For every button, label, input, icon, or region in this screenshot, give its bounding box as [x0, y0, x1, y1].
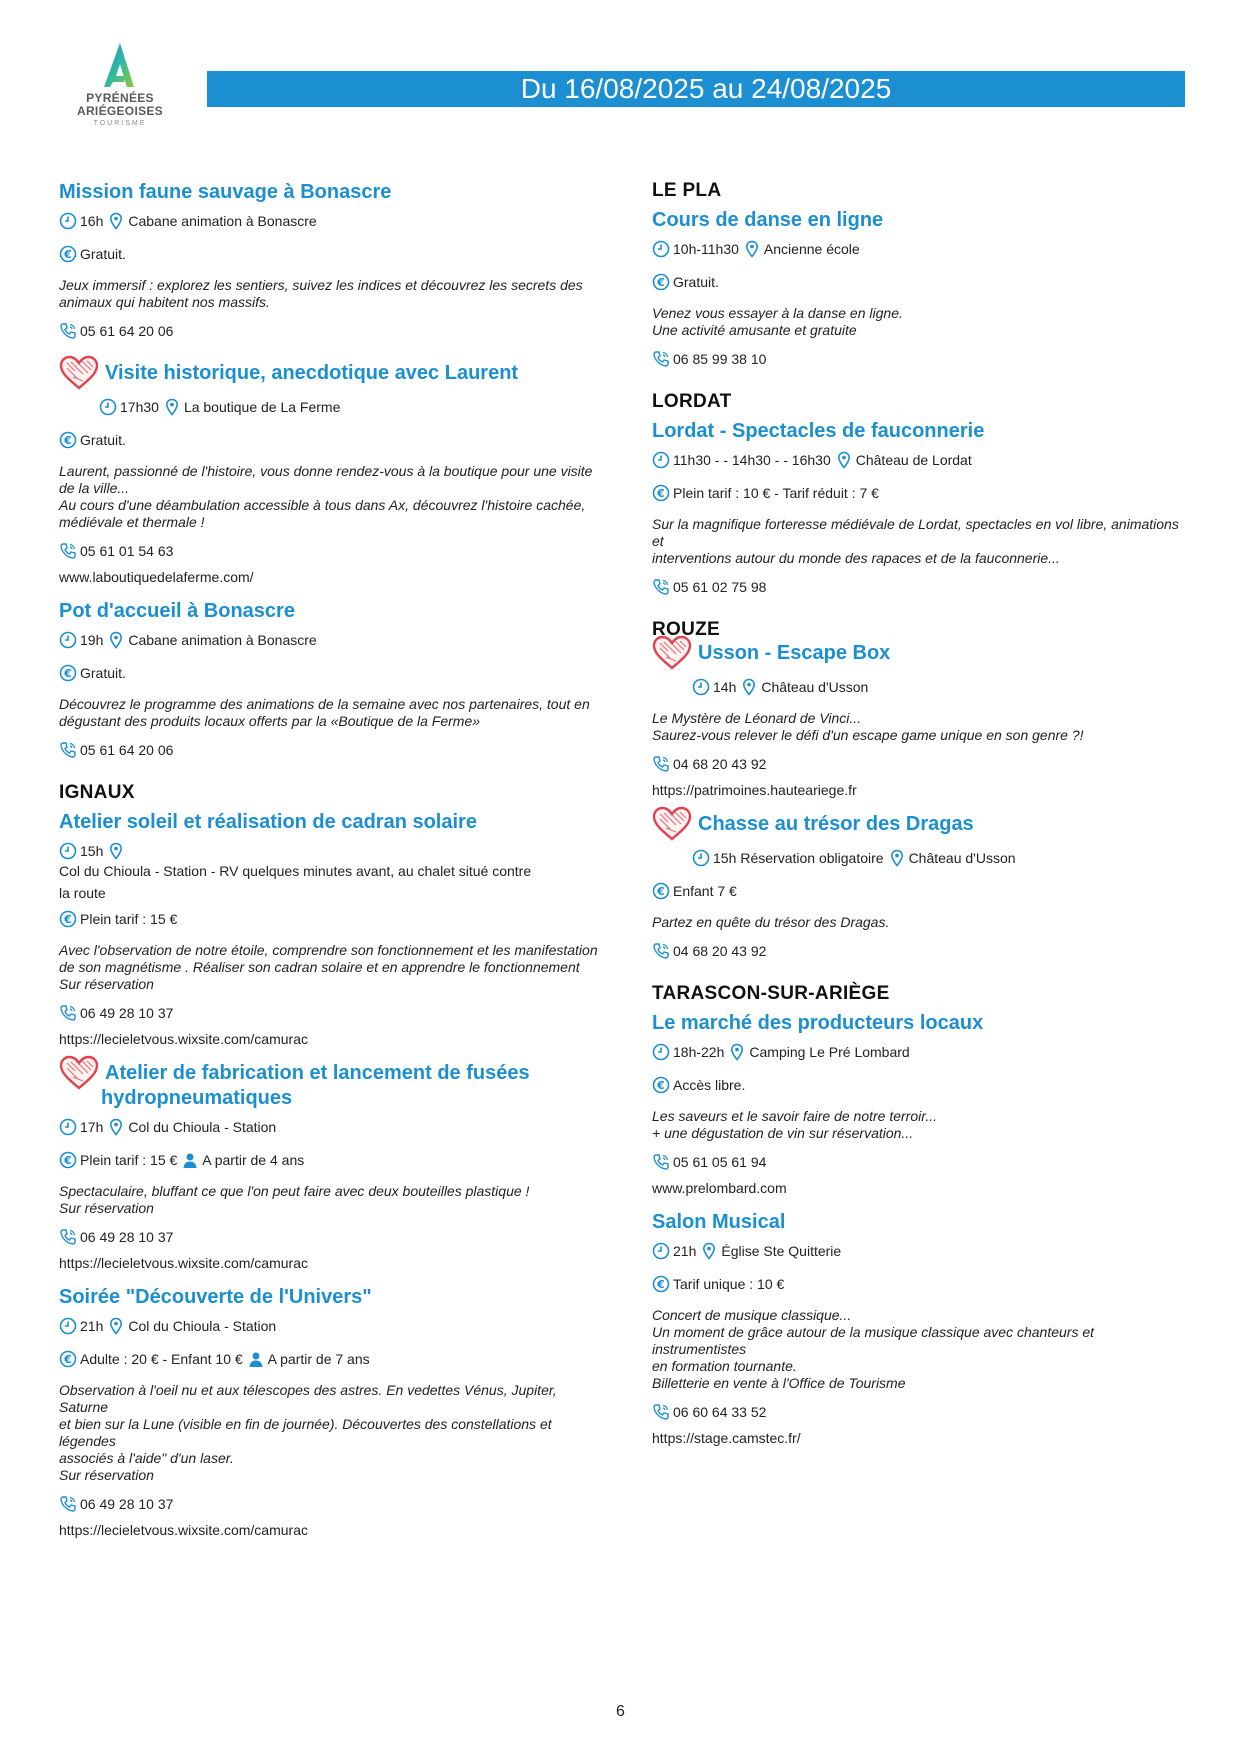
- event-description: [59, 942, 599, 993]
- event-description: [652, 1108, 1192, 1142]
- event-description: [652, 914, 1192, 931]
- event-phone[interactable]: [59, 1494, 599, 1514]
- event-card: [59, 180, 599, 341]
- town-heading: LE PLA: [652, 180, 722, 201]
- event-price-text: Adulte : 20 € - Enfant 10 €: [80, 1351, 243, 1367]
- event-place-continued: [59, 883, 599, 903]
- event-phone[interactable]: [59, 321, 599, 341]
- event-price-text: Tarif unique : 10 €: [673, 1276, 785, 1292]
- clock-icon: [692, 849, 710, 867]
- location-pin-icon: [728, 1043, 746, 1061]
- euro-icon: [59, 245, 77, 263]
- event-time: 21h: [80, 1318, 104, 1334]
- clock-icon: [59, 1317, 77, 1335]
- event-title: Lordat - Spectacles de fauconnerie: [652, 420, 985, 442]
- event-phone[interactable]: [652, 349, 1192, 369]
- euro-icon: [59, 431, 77, 449]
- event-place: Château de Lordat: [855, 452, 972, 468]
- euro-icon: [652, 273, 670, 291]
- description-line: Jeux immersif : explorez les sentiers, suivez les indices et découvrez les secrets des: [59, 277, 583, 293]
- event-phone[interactable]: [652, 941, 1192, 961]
- event-time: 21h: [673, 1243, 697, 1259]
- description-line: + une dégustation de vin sur réservation...: [652, 1125, 914, 1141]
- event-age: A partir de 7 ans: [267, 1351, 370, 1367]
- description-line: Les saveurs et le savoir faire de notre terroir...: [652, 1108, 938, 1124]
- phone-icon: [59, 1228, 77, 1246]
- euro-icon: [652, 882, 670, 900]
- phone-icon: [59, 741, 77, 759]
- phone-number[interactable]: 05 61 64 20 06: [80, 742, 174, 758]
- logo-subtext: TOURISME: [93, 120, 147, 127]
- event-description: [59, 1382, 599, 1484]
- event-schedule: [59, 1316, 599, 1336]
- event-place: Col du Chioula - Station: [128, 1318, 277, 1334]
- description-line: interventions autour du monde des rapaces et de la fauconnerie...: [652, 550, 1060, 566]
- event-phone[interactable]: [652, 577, 1192, 597]
- event-schedule: [652, 677, 1192, 697]
- event-time: 15h: [80, 843, 104, 859]
- event-schedule: [59, 397, 599, 417]
- event-description: [59, 1183, 599, 1217]
- event-description: [59, 277, 599, 311]
- date-range-banner: Du 16/08/2025 au 24/08/2025: [207, 71, 1185, 107]
- event-title: Chasse au trésor des Dragas: [698, 813, 974, 835]
- description-line: Concert de musique classique...: [652, 1307, 852, 1323]
- event-price-text: Plein tarif : 15 €: [80, 911, 178, 927]
- description-line: Saurez-vous relever le défi d'un escape game unique en son genre ?!: [652, 727, 1084, 743]
- description-line: Billetterie en vente à l'Office de Tourisme: [652, 1375, 906, 1391]
- description-line: en formation tournante.: [652, 1358, 797, 1374]
- description-line: Au cours d'une déambulation accessible à tous dans Ax, découvrez l'histoire cachée,: [59, 497, 586, 513]
- event-website-link[interactable]: https://lecieletvous.wixsite.com/camurac: [59, 1031, 308, 1047]
- event-website-link[interactable]: https://stage.camstec.fr/: [652, 1430, 801, 1446]
- euro-icon: [59, 1151, 77, 1169]
- clock-icon: [99, 398, 117, 416]
- event-phone[interactable]: [652, 1402, 1192, 1422]
- logo-mark-icon: [100, 40, 140, 92]
- location-pin-icon: [888, 849, 906, 867]
- event-time: 15h: [713, 850, 737, 866]
- event-card: [652, 419, 1192, 597]
- event-title: Pot d'accueil à Bonascre: [59, 600, 295, 622]
- phone-number[interactable]: 06 85 99 38 10: [673, 351, 767, 367]
- event-title: Visite historique, anecdotique avec Laurent: [105, 362, 519, 384]
- phone-number[interactable]: 04 68 20 43 92: [673, 943, 767, 959]
- description-line: associés à l'aide" d'un laser.: [59, 1450, 234, 1466]
- description-line: dégustant des produits locaux offerts par la «Boutique de la Ferme»: [59, 713, 481, 729]
- location-pin-icon: [835, 451, 853, 469]
- location-pin-icon: [107, 212, 125, 230]
- clock-icon: [652, 451, 670, 469]
- event-card: [59, 599, 599, 760]
- event-place: Camping Le Pré Lombard: [749, 1044, 910, 1060]
- description-line: Sur la magnifique forteresse médiévale de Lordat, spectacles en vol libre, animations et: [652, 516, 1179, 549]
- right-column: [652, 180, 1192, 1468]
- description-line: Observation à l'oeil nu et aux télescopes des astres. En vedettes Vénus, Jupiter, Saturne: [59, 1382, 557, 1415]
- event-price-text: Enfant 7 €: [673, 883, 737, 899]
- clock-icon: [59, 1118, 77, 1136]
- clock-icon: [59, 842, 77, 860]
- phone-icon: [652, 1403, 670, 1421]
- event-card: [59, 1285, 599, 1540]
- event-title: Le marché des producteurs locaux: [652, 1012, 984, 1034]
- clock-icon: [59, 631, 77, 649]
- event-card: [652, 1011, 1192, 1198]
- description-line: Sur réservation: [59, 976, 154, 992]
- description-line: animaux qui habitent nos massifs.: [59, 294, 270, 310]
- phone-number[interactable]: 05 61 01 54 63: [80, 543, 174, 559]
- euro-icon: [652, 1076, 670, 1094]
- event-schedule: [652, 1042, 1192, 1062]
- event-place: Col du Chioula - Station - RV quelques minutes avant, au chalet situé contre: [59, 863, 532, 879]
- event-card: [652, 208, 1192, 369]
- town-heading: TARASCON-SUR-ARIÈGE: [652, 983, 890, 1004]
- phone-number[interactable]: 04 68 20 43 92: [673, 756, 767, 772]
- event-schedule: [652, 848, 1192, 868]
- event-place: Ancienne école: [763, 241, 860, 257]
- logo: [72, 40, 168, 127]
- event-price: [59, 1150, 599, 1170]
- description-line: Sur réservation: [59, 1200, 154, 1216]
- left-column: [59, 180, 599, 1560]
- event-description: [652, 1307, 1192, 1392]
- phone-number[interactable]: 06 49 28 10 37: [80, 1496, 174, 1512]
- description-line: médiévale et thermale !: [59, 514, 205, 530]
- event-phone[interactable]: [59, 541, 599, 561]
- clock-icon: [59, 212, 77, 230]
- description-line: Spectaculaire, bluffant ce que l'on peut faire avec deux bouteilles plastique !: [59, 1183, 530, 1199]
- event-card: [59, 1061, 599, 1273]
- euro-icon: [652, 1275, 670, 1293]
- phone-icon: [59, 322, 77, 340]
- event-schedule: [652, 1241, 1192, 1261]
- event-card: [59, 361, 599, 587]
- description-line: et bien sur la Lune (visible en fin de journée). Découvertes des constellations et légendes: [59, 1416, 552, 1449]
- description-line: Une activité amusante et gratuite: [652, 322, 857, 338]
- location-pin-icon: [107, 1118, 125, 1136]
- event-schedule: [59, 1117, 599, 1137]
- event-description: [652, 305, 1192, 339]
- event-description: [59, 463, 599, 531]
- event-booking-note: Réservation obligatoire: [740, 850, 884, 866]
- event-price: [59, 1349, 599, 1369]
- event-price: [652, 881, 1192, 901]
- euro-icon: [59, 910, 77, 928]
- event-time: 16h: [80, 213, 104, 229]
- event-website-link[interactable]: https://patrimoines.hauteariege.fr: [652, 782, 857, 798]
- event-title: Atelier soleil et réalisation de cadran solaire: [59, 811, 477, 833]
- event-schedule: [59, 211, 599, 231]
- clock-icon: [652, 1043, 670, 1061]
- event-price: [59, 663, 599, 683]
- event-place: la route: [59, 885, 106, 901]
- description-line: Laurent, passionné de l'histoire, vous donne rendez-vous à la boutique pour une visite: [59, 463, 593, 479]
- event-title: Soirée "Découverte de l'Univers": [59, 1286, 372, 1308]
- event-time: 10h-11h30: [673, 241, 739, 257]
- event-place: Château d'Usson: [761, 679, 869, 695]
- phone-icon: [59, 542, 77, 560]
- event-price-text: Gratuit.: [80, 246, 126, 262]
- location-pin-icon: [107, 842, 125, 860]
- heart-icon: [652, 635, 692, 671]
- phone-number[interactable]: 05 61 05 61 94: [673, 1154, 767, 1170]
- event-price: [59, 244, 599, 264]
- phone-number[interactable]: 05 61 64 20 06: [80, 323, 174, 339]
- event-phone[interactable]: [59, 1227, 599, 1247]
- event-phone[interactable]: [59, 1003, 599, 1023]
- heart-icon: [59, 355, 99, 391]
- event-price: [652, 1075, 1192, 1095]
- event-website-link[interactable]: www.laboutiquedelaferme.com/: [59, 569, 254, 585]
- event-price-text: Accès libre.: [673, 1077, 746, 1093]
- event-place: Cabane animation à Bonascre: [128, 632, 317, 648]
- event-time: 19h: [80, 632, 104, 648]
- clock-icon: [652, 240, 670, 258]
- clock-icon: [692, 678, 710, 696]
- description-line: de la ville...: [59, 480, 130, 496]
- event-website-link[interactable]: https://lecieletvous.wixsite.com/camurac: [59, 1255, 308, 1271]
- event-website-link[interactable]: https://lecieletvous.wixsite.com/camurac: [59, 1522, 308, 1538]
- event-price: [652, 1274, 1192, 1294]
- event-price-text: Gratuit.: [673, 274, 719, 290]
- town-heading: ROUZE: [652, 619, 720, 640]
- event-title: Mission faune sauvage à Bonascre: [59, 181, 392, 203]
- logo-text: PYRÉNÉES: [86, 91, 154, 105]
- location-pin-icon: [163, 398, 181, 416]
- description-line: Partez en quête du trésor des Dragas.: [652, 914, 890, 930]
- phone-number[interactable]: 06 49 28 10 37: [80, 1229, 174, 1245]
- description-line: Un moment de grâce autour de la musique classique avec chanteurs et instrumentistes: [652, 1324, 1095, 1357]
- town-heading: LORDAT: [652, 391, 732, 412]
- event-phone[interactable]: [652, 1152, 1192, 1172]
- event-schedule: [652, 239, 1192, 259]
- event-price: [59, 430, 599, 450]
- heart-icon: [652, 806, 692, 842]
- event-place: Église Ste Quitterie: [721, 1243, 842, 1259]
- event-title-line: Atelier de fabrication et lancement de fusées: [105, 1062, 530, 1084]
- event-price-text: Gratuit.: [80, 432, 126, 448]
- event-card: [652, 1210, 1192, 1448]
- event-price-text: Gratuit.: [80, 665, 126, 681]
- description-line: de son magnétisme . Réaliser son cadran solaire et en apprendre le fonctionnement: [59, 959, 580, 975]
- heart-icon: [59, 1055, 99, 1091]
- event-time: 17h: [80, 1119, 104, 1135]
- event-description: [652, 710, 1192, 744]
- event-price-text: Plein tarif : 15 €: [80, 1152, 178, 1168]
- event-time: 14h: [713, 679, 737, 695]
- event-title-row: [59, 361, 599, 391]
- person-icon: [181, 1151, 199, 1169]
- event-age: A partir de 4 ans: [202, 1152, 305, 1168]
- event-description: [59, 696, 599, 730]
- event-price: [59, 909, 599, 929]
- location-pin-icon: [107, 1317, 125, 1335]
- description-line: Venez vous essayer à la danse en ligne.: [652, 305, 903, 321]
- event-place: La boutique de La Ferme: [183, 399, 341, 415]
- location-pin-icon: [743, 240, 761, 258]
- event-description: [652, 516, 1192, 567]
- event-place: Col du Chioula - Station: [128, 1119, 277, 1135]
- clock-icon: [652, 1242, 670, 1260]
- description-line: Le Mystère de Léonard de Vinci...: [652, 710, 862, 726]
- event-card: [59, 810, 599, 1049]
- event-phone[interactable]: [59, 740, 599, 760]
- location-pin-icon: [107, 631, 125, 649]
- location-pin-icon: [700, 1242, 718, 1260]
- event-card: [652, 641, 1192, 800]
- location-pin-icon: [740, 678, 758, 696]
- phone-icon: [652, 942, 670, 960]
- event-title: [101, 1061, 530, 1111]
- phone-icon: [652, 350, 670, 368]
- event-price: [652, 483, 1192, 503]
- town-heading: IGNAUX: [59, 782, 135, 803]
- euro-icon: [59, 1350, 77, 1368]
- euro-icon: [652, 484, 670, 502]
- event-price: [652, 272, 1192, 292]
- event-card: [652, 812, 1192, 961]
- phone-icon: [59, 1495, 77, 1513]
- phone-number[interactable]: 06 49 28 10 37: [80, 1005, 174, 1021]
- event-phone[interactable]: [652, 754, 1192, 774]
- phone-number[interactable]: 06 60 64 33 52: [673, 1404, 767, 1420]
- phone-number[interactable]: 05 61 02 75 98: [673, 579, 767, 595]
- event-title: Usson - Escape Box: [698, 642, 891, 664]
- event-place: Cabane animation à Bonascre: [128, 213, 317, 229]
- event-place: Château d'Usson: [908, 850, 1016, 866]
- event-title-row: [652, 812, 1192, 842]
- description-line: Avec l'observation de notre étoile, comprendre son fonctionnement et les manifestation: [59, 942, 598, 958]
- event-schedule: [652, 450, 1192, 470]
- description-line: Sur réservation: [59, 1467, 154, 1483]
- event-title: Cours de danse en ligne: [652, 209, 884, 231]
- event-title-row: [652, 641, 1192, 671]
- event-title-line: hydropneumatiques: [101, 1087, 293, 1109]
- phone-icon: [59, 1004, 77, 1022]
- event-price-text: Plein tarif : 10 € - Tarif réduit : 7 €: [673, 485, 879, 501]
- event-schedule: [59, 630, 599, 650]
- person-icon: [247, 1350, 265, 1368]
- event-schedule: [59, 841, 599, 881]
- page-number: 6: [616, 1703, 625, 1720]
- phone-icon: [652, 1153, 670, 1171]
- euro-icon: [59, 664, 77, 682]
- event-time: 11h30 - - 14h30 - - 16h30: [673, 452, 831, 468]
- event-website-link[interactable]: www.prelombard.com: [652, 1180, 787, 1196]
- event-time: 18h-22h: [673, 1044, 725, 1060]
- description-line: Découvrez le programme des animations de la semaine avec nos partenaires, tout en: [59, 696, 590, 712]
- phone-icon: [652, 755, 670, 773]
- event-time: 17h30: [120, 399, 159, 415]
- event-title-row: [59, 1061, 599, 1111]
- event-title: Salon Musical: [652, 1211, 786, 1233]
- phone-icon: [652, 578, 670, 596]
- logo-text: ARIÉGEOISES: [77, 104, 163, 118]
